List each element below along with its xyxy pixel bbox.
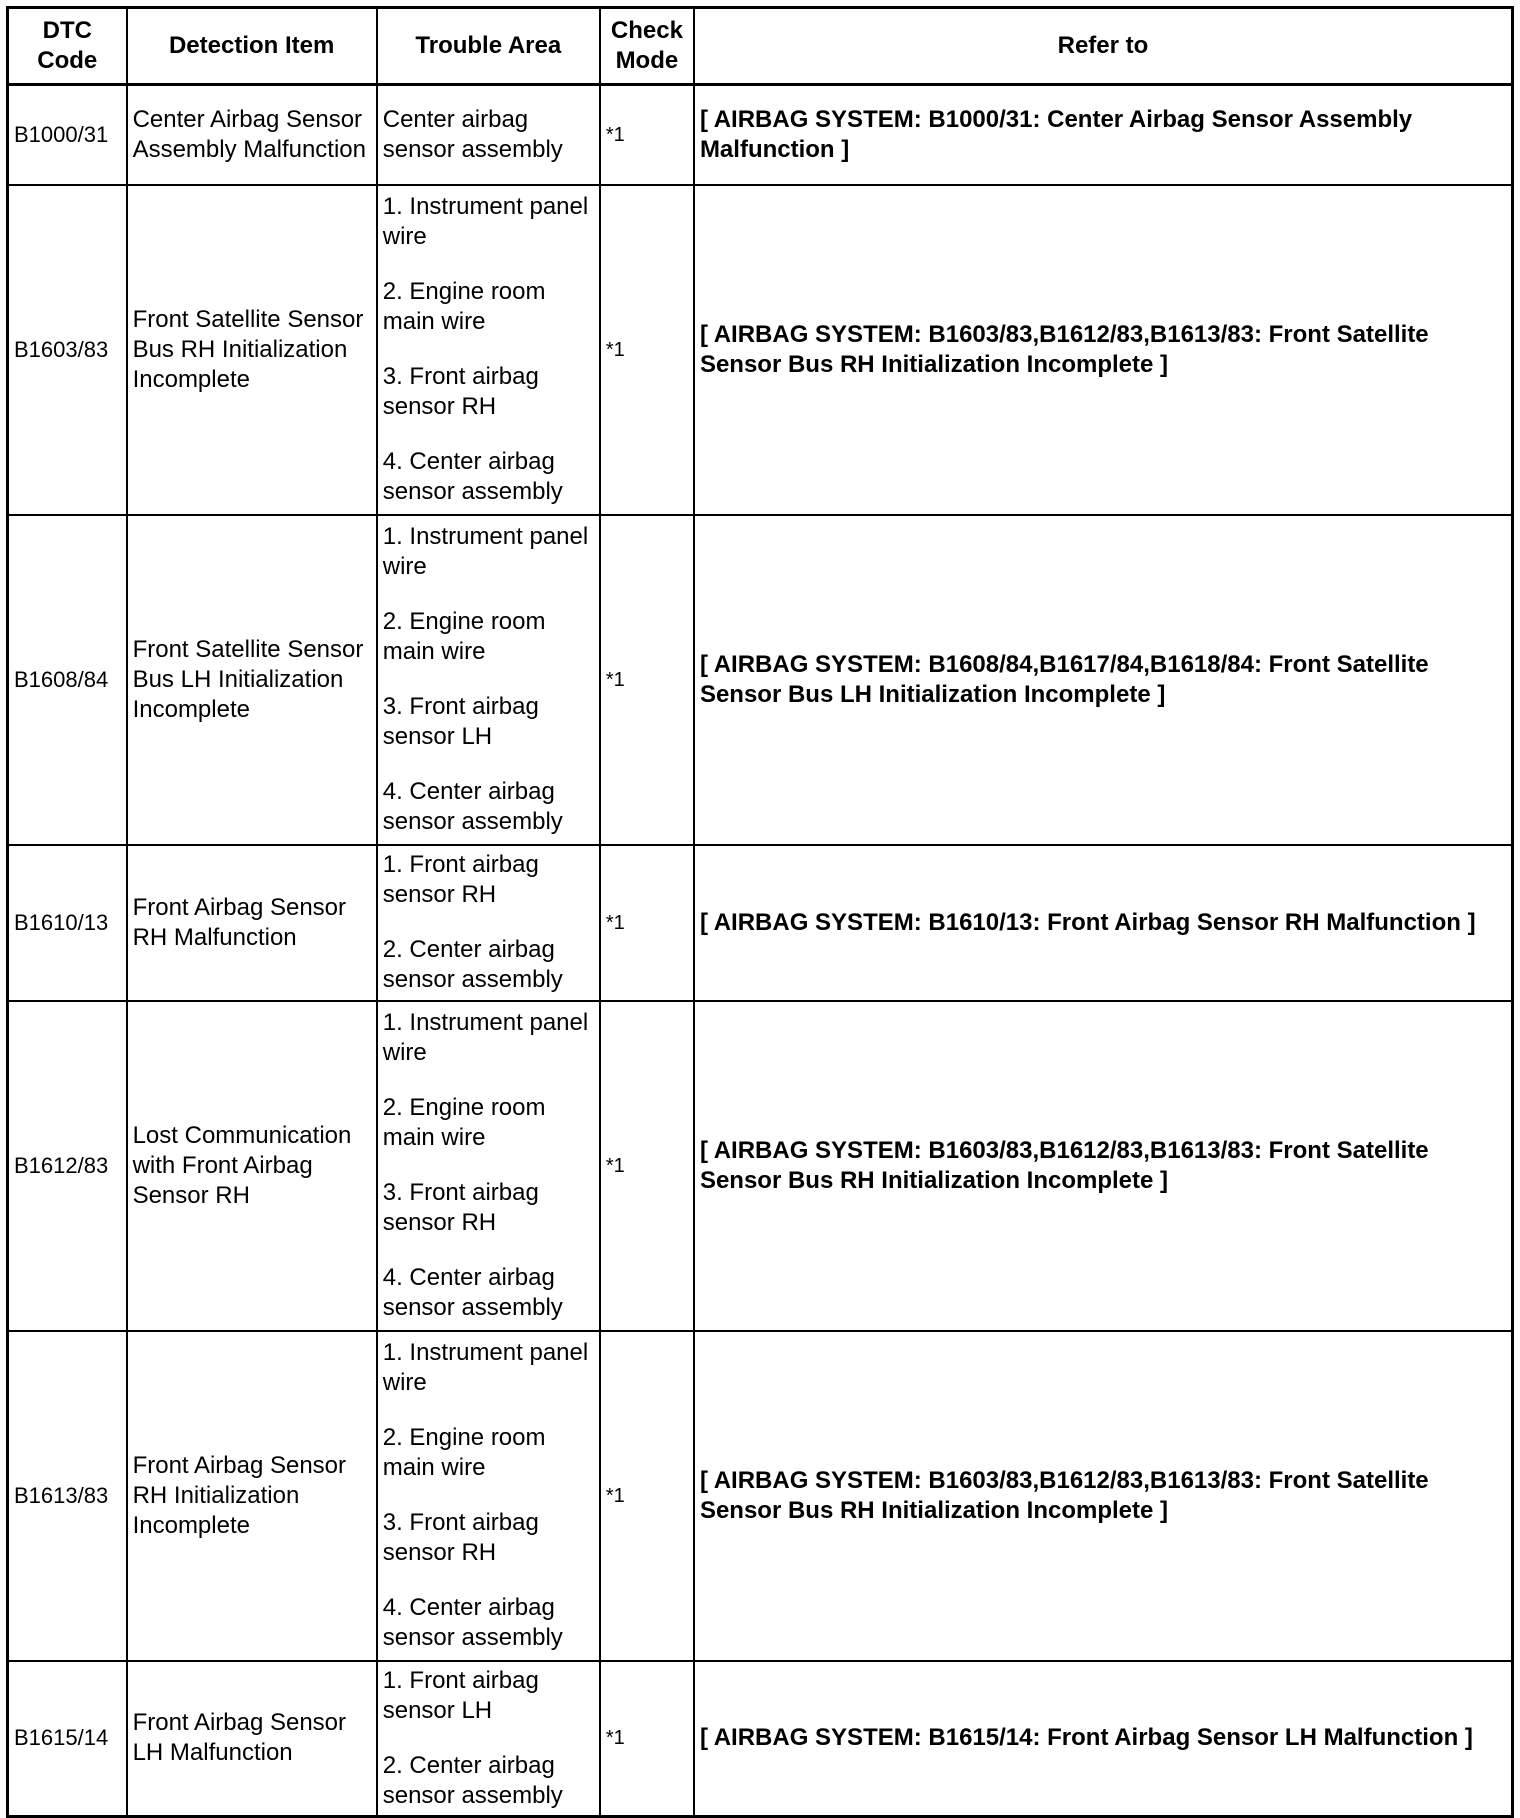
refer-to-link[interactable]: [ AIRBAG SYSTEM: B1603/83,B1612/83,B1613/83: Front Satellite Sensor Bus RH Initialization Incomplete ]	[694, 185, 1513, 515]
trouble-area-entry: 3. Front airbag sensor LH	[382, 693, 539, 750]
trouble-area-cell	[377, 1001, 600, 1331]
check-mode-cell: *1	[600, 1331, 694, 1661]
refer-to-link[interactable]: [ AIRBAG SYSTEM: B1603/83,B1612/83,B1613/83: Front Satellite Sensor Bus RH Initialization Incomplete ]	[694, 1001, 1513, 1331]
trouble-area-entry: 1. Instrument panel wire	[382, 1339, 589, 1396]
trouble-area-entry: 3. Front airbag sensor RH	[382, 1179, 539, 1236]
header-dtc-code: DTC Code	[8, 8, 127, 85]
trouble-area-entry: 3. Front airbag sensor RH	[382, 1509, 539, 1566]
dtc-code-cell: B1612/83	[8, 1001, 127, 1331]
trouble-area-entry: 3. Front airbag sensor RH	[382, 363, 539, 420]
dtc-code-cell: B1000/31	[8, 85, 127, 185]
header-detection-item: Detection Item	[127, 8, 377, 85]
refer-to-link[interactable]: [ AIRBAG SYSTEM: B1608/84,B1617/84,B1618/84: Front Satellite Sensor Bus LH Initialization Incomplete ]	[694, 515, 1513, 845]
trouble-area-entry: 2. Engine room main wire	[382, 1094, 546, 1151]
trouble-area-entry: 1. Instrument panel wire	[382, 1009, 589, 1066]
detection-item-cell: Front Airbag Sensor RH Initialization Incomplete	[127, 1331, 377, 1661]
table-row	[8, 185, 1513, 515]
trouble-area-cell	[377, 845, 600, 1001]
refer-to-link[interactable]: [ AIRBAG SYSTEM: B1000/31: Center Airbag Sensor Assembly Malfunction ]	[694, 85, 1513, 185]
trouble-area-entry: 2. Engine room main wire	[382, 608, 546, 665]
check-mode-cell: *1	[600, 1001, 694, 1331]
trouble-area-cell	[377, 515, 600, 845]
trouble-area-entry: 4. Center airbag sensor assembly	[382, 448, 563, 505]
trouble-area-entry: 4. Center airbag sensor assembly	[382, 778, 563, 835]
table-row	[8, 1661, 1513, 1817]
detection-item-cell: Front Airbag Sensor RH Malfunction	[127, 845, 377, 1001]
dtc-table	[6, 6, 1514, 1818]
trouble-area-cell	[377, 85, 600, 185]
trouble-area-cell	[377, 1331, 600, 1661]
dtc-code-cell: B1613/83	[8, 1331, 127, 1661]
trouble-area-entry: 1. Front airbag sensor RH	[382, 851, 539, 908]
trouble-area-entry: 4. Center airbag sensor assembly	[382, 1264, 563, 1321]
trouble-area-entry: 4. Center airbag sensor assembly	[382, 1594, 563, 1651]
trouble-area-entry: 1. Instrument panel wire	[382, 193, 589, 250]
trouble-area-cell	[377, 185, 600, 515]
trouble-area-entry: 1. Front airbag sensor LH	[382, 1666, 539, 1724]
refer-to-link[interactable]: [ AIRBAG SYSTEM: B1610/13: Front Airbag Sensor RH Malfunction ]	[694, 845, 1513, 1001]
table-body	[8, 85, 1513, 1817]
detection-item-cell: Front Satellite Sensor Bus LH Initialization Incomplete	[127, 515, 377, 845]
check-mode-cell: *1	[600, 185, 694, 515]
detection-item-cell: Lost Communication with Front Airbag Sensor RH	[127, 1001, 377, 1331]
table-row	[8, 1001, 1513, 1331]
detection-item-cell: Front Satellite Sensor Bus RH Initialization Incomplete	[127, 185, 377, 515]
dtc-code-cell: B1603/83	[8, 185, 127, 515]
check-mode-cell: *1	[600, 85, 694, 185]
trouble-area-entry: 2. Center airbag sensor assembly	[382, 1751, 563, 1809]
refer-to-link[interactable]: [ AIRBAG SYSTEM: B1615/14: Front Airbag Sensor LH Malfunction ]	[694, 1661, 1513, 1817]
table-row	[8, 515, 1513, 845]
dtc-table-page	[6, 6, 1514, 1818]
dtc-code-cell: B1610/13	[8, 845, 127, 1001]
table-row	[8, 845, 1513, 1001]
detection-item-cell: Center Airbag Sensor Assembly Malfunction	[127, 85, 377, 185]
dtc-code-cell: B1608/84	[8, 515, 127, 845]
check-mode-cell: *1	[600, 845, 694, 1001]
trouble-area-entry: 2. Center airbag sensor assembly	[382, 936, 563, 993]
trouble-area-entry: 2. Engine room main wire	[382, 1424, 546, 1481]
table-row	[8, 85, 1513, 185]
trouble-area-cell	[377, 1661, 600, 1817]
header-check-mode: Check Mode	[600, 8, 694, 85]
refer-to-link[interactable]: [ AIRBAG SYSTEM: B1603/83,B1612/83,B1613/83: Front Satellite Sensor Bus RH Initialization Incomplete ]	[694, 1331, 1513, 1661]
header-refer-to: Refer to	[694, 8, 1513, 85]
table-row	[8, 1331, 1513, 1661]
trouble-area-entry: 1. Instrument panel wire	[382, 523, 589, 580]
detection-item-cell: Front Airbag Sensor LH Malfunction	[127, 1661, 377, 1817]
header-trouble-area: Trouble Area	[377, 8, 600, 85]
dtc-code-cell: B1615/14	[8, 1661, 127, 1817]
trouble-area-entry: Center airbag sensor assembly	[382, 105, 563, 163]
table-header-row	[8, 8, 1513, 85]
check-mode-cell: *1	[600, 1661, 694, 1817]
trouble-area-entry: 2. Engine room main wire	[382, 278, 546, 335]
check-mode-cell: *1	[600, 515, 694, 845]
